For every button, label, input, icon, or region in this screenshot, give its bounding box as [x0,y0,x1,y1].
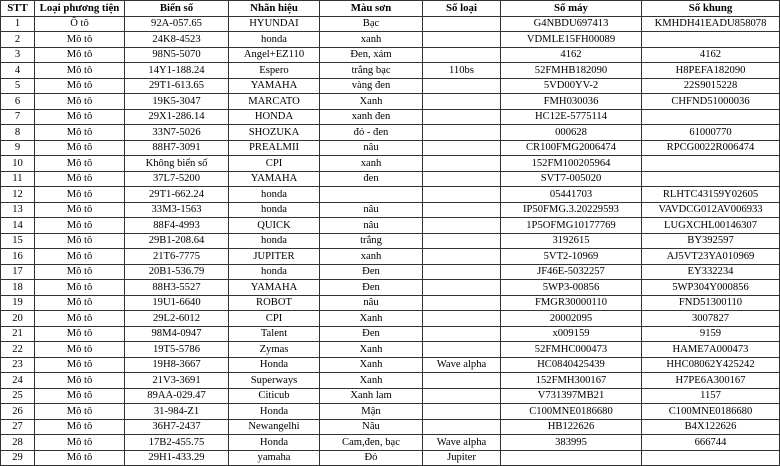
cell-plate: 33N7-5026 [125,125,229,141]
cell-model [423,32,501,48]
cell-plate: 29B1-208.64 [125,233,229,249]
cell-model [423,311,501,327]
table-row [1,264,780,280]
cell-plate: 21V3-3691 [125,373,229,389]
cell-model [423,388,501,404]
cell-brand: CPI [229,156,320,172]
cell-vehicle-type: Mô tô [35,202,125,218]
cell-vehicle-type: Mô tô [35,295,125,311]
cell-stt: 23 [1,357,35,373]
cell-model [423,140,501,156]
cell-color: Đen [320,326,423,342]
cell-chassis-number: VAVDCG012AV006933 [642,202,780,218]
cell-brand: YAMAHA [229,78,320,94]
cell-color: đen [320,171,423,187]
cell-stt: 26 [1,404,35,420]
cell-stt: 16 [1,249,35,265]
cell-engine-number: G4NBDU697413 [501,16,642,32]
cell-color: vàng đen [320,78,423,94]
cell-stt: 18 [1,280,35,296]
cell-color: Xanh [320,94,423,110]
cell-stt: 2 [1,32,35,48]
cell-stt: 27 [1,419,35,435]
cell-color [320,187,423,203]
cell-model [423,233,501,249]
cell-model [423,78,501,94]
cell-vehicle-type: Mô tô [35,187,125,203]
cell-model [423,249,501,265]
cell-plate: 19U1-6640 [125,295,229,311]
cell-chassis-number: HHC08062Y425242 [642,357,780,373]
cell-color: Đen [320,280,423,296]
cell-brand: SHOZUKA [229,125,320,141]
cell-chassis-number: 3007827 [642,311,780,327]
cell-vehicle-type: Mô tô [35,63,125,79]
cell-engine-number: 5VT2-10969 [501,249,642,265]
cell-model [423,202,501,218]
cell-brand: honda [229,202,320,218]
cell-color: đỏ - đen [320,125,423,141]
cell-chassis-number: H7PE6A300167 [642,373,780,389]
cell-plate: 19H8-3667 [125,357,229,373]
cell-model [423,280,501,296]
cell-stt: 6 [1,94,35,110]
cell-engine-number: JF46E-5032257 [501,264,642,280]
cell-brand: Citicub [229,388,320,404]
cell-vehicle-type: Mô tô [35,32,125,48]
cell-engine-number: HC0840425439 [501,357,642,373]
cell-model [423,16,501,32]
cell-chassis-number [642,109,780,125]
cell-model [423,156,501,172]
cell-engine-number: HC12E-5775114 [501,109,642,125]
header-model: Số loại [423,1,501,17]
header-color: Màu sơn [320,1,423,17]
cell-color: xanh đen [320,109,423,125]
cell-plate: 89AA-029.47 [125,388,229,404]
cell-model [423,404,501,420]
cell-chassis-number: 4162 [642,47,780,63]
cell-color: Bạc [320,16,423,32]
cell-chassis-number: 61000770 [642,125,780,141]
cell-vehicle-type: Mô tô [35,357,125,373]
table-body [1,16,780,466]
cell-brand: YAMAHA [229,280,320,296]
cell-stt: 24 [1,373,35,389]
cell-plate: 29T1-662.24 [125,187,229,203]
cell-brand: Honda [229,357,320,373]
cell-stt: 3 [1,47,35,63]
cell-vehicle-type: Mô tô [35,94,125,110]
cell-stt: 7 [1,109,35,125]
cell-stt: 19 [1,295,35,311]
cell-model [423,295,501,311]
cell-chassis-number: BY392597 [642,233,780,249]
cell-chassis-number: 666744 [642,435,780,451]
cell-chassis-number: C100MNE0186680 [642,404,780,420]
cell-engine-number: 5VD00YV-2 [501,78,642,94]
cell-plate: 36H7-2437 [125,419,229,435]
cell-engine-number: FMH030036 [501,94,642,110]
cell-chassis-number: RLHTC43159Y02605 [642,187,780,203]
cell-vehicle-type: Mô tô [35,342,125,358]
cell-vehicle-type: Mô tô [35,109,125,125]
cell-engine-number: 52FMHC000473 [501,342,642,358]
table-row [1,233,780,249]
cell-vehicle-type: Mô tô [35,373,125,389]
cell-color: nâu [320,202,423,218]
cell-engine-number: 1P5OFMG10177769 [501,218,642,234]
cell-chassis-number: LUGXCHL00146307 [642,218,780,234]
table-row [1,32,780,48]
cell-engine-number: 152FM100205964 [501,156,642,172]
cell-model: Wave alpha [423,357,501,373]
cell-color: Cam,đen, bạc [320,435,423,451]
cell-brand: honda [229,32,320,48]
cell-model [423,125,501,141]
cell-plate: 14Y1-188.24 [125,63,229,79]
cell-engine-number: FMGR30000110 [501,295,642,311]
cell-plate: 92A-057.65 [125,16,229,32]
table-row [1,280,780,296]
cell-chassis-number: B4X122626 [642,419,780,435]
cell-chassis-number [642,156,780,172]
cell-stt: 10 [1,156,35,172]
cell-stt: 8 [1,125,35,141]
cell-vehicle-type: Mô tô [35,311,125,327]
cell-plate: 20B1-536.79 [125,264,229,280]
cell-plate: 29L2-6012 [125,311,229,327]
cell-color: Xanh [320,342,423,358]
cell-model [423,94,501,110]
cell-chassis-number: H8PEFA182090 [642,63,780,79]
cell-stt: 12 [1,187,35,203]
cell-engine-number: 152FMH300167 [501,373,642,389]
cell-plate: 31-984-Z1 [125,404,229,420]
cell-engine-number: 000628 [501,125,642,141]
cell-brand: Talent [229,326,320,342]
cell-vehicle-type: Mô tô [35,388,125,404]
cell-stt: 25 [1,388,35,404]
cell-plate: 29T1-613.65 [125,78,229,94]
cell-color: Xanh [320,373,423,389]
cell-color: xanh [320,156,423,172]
cell-plate: 19T5-5786 [125,342,229,358]
cell-color: Đen [320,264,423,280]
cell-stt: 5 [1,78,35,94]
cell-engine-number: VDMLE15FH00089 [501,32,642,48]
cell-chassis-number [642,450,780,466]
cell-model [423,326,501,342]
cell-brand: honda [229,264,320,280]
cell-brand: Honda [229,435,320,451]
cell-vehicle-type: Mô tô [35,249,125,265]
cell-brand: yamaha [229,450,320,466]
cell-chassis-number: CHFND51000036 [642,94,780,110]
cell-brand: HONDA [229,109,320,125]
table-row [1,388,780,404]
cell-model: 110bs [423,63,501,79]
cell-brand: ROBOT [229,295,320,311]
cell-chassis-number: AJ5VT23YA010969 [642,249,780,265]
cell-plate: 98N5-5070 [125,47,229,63]
cell-color: Đỏ [320,450,423,466]
cell-plate: 29X1-286.14 [125,109,229,125]
cell-model: Wave alpha [423,435,501,451]
cell-chassis-number [642,171,780,187]
cell-brand: honda [229,233,320,249]
header-vehicle-type: Loại phương tiện [35,1,125,17]
cell-brand: honda [229,187,320,203]
cell-engine-number: 5WP3-00856 [501,280,642,296]
cell-plate: 37L7-5200 [125,171,229,187]
table-row [1,47,780,63]
cell-engine-number: 383995 [501,435,642,451]
cell-vehicle-type: Mô tô [35,218,125,234]
cell-vehicle-type: Mô tô [35,435,125,451]
cell-color: trắng [320,233,423,249]
table-row [1,156,780,172]
cell-brand: Superways [229,373,320,389]
cell-chassis-number: EY332234 [642,264,780,280]
cell-color: Nâu [320,419,423,435]
header-brand: Nhãn hiệu [229,1,320,17]
table-row [1,419,780,435]
cell-plate: 21T6-7775 [125,249,229,265]
cell-vehicle-type: Mô tô [35,156,125,172]
cell-vehicle-type: Mô tô [35,233,125,249]
cell-chassis-number: 22S9015228 [642,78,780,94]
header-stt: STT [1,1,35,17]
cell-brand: Newangelhi [229,419,320,435]
cell-engine-number: 52FMHB182090 [501,63,642,79]
cell-stt: 17 [1,264,35,280]
table-row [1,140,780,156]
cell-brand: Espero [229,63,320,79]
cell-engine-number: CR100FMG2006474 [501,140,642,156]
cell-plate: Không biển số [125,156,229,172]
header-plate: Biển số [125,1,229,17]
cell-chassis-number: KMHDH41EADU858078 [642,16,780,32]
table-row [1,16,780,32]
table-row [1,373,780,389]
cell-model [423,218,501,234]
table-row [1,78,780,94]
cell-stt: 20 [1,311,35,327]
table-row [1,311,780,327]
table-row [1,171,780,187]
cell-model [423,47,501,63]
table-row [1,249,780,265]
header-engine-number: Số máy [501,1,642,17]
cell-color: xanh [320,249,423,265]
cell-stt: 29 [1,450,35,466]
cell-vehicle-type: Mô tô [35,125,125,141]
cell-model [423,373,501,389]
cell-stt: 14 [1,218,35,234]
cell-plate: 24K8-4523 [125,32,229,48]
cell-brand: Angel+EZ110 [229,47,320,63]
cell-plate: 88H7-3091 [125,140,229,156]
cell-brand: MARCATO [229,94,320,110]
cell-vehicle-type: Mô tô [35,47,125,63]
cell-color: nâu [320,295,423,311]
cell-engine-number: C100MNE0186680 [501,404,642,420]
table-row [1,326,780,342]
cell-engine-number: V731397MB21 [501,388,642,404]
cell-stt: 4 [1,63,35,79]
table-row [1,435,780,451]
cell-model [423,187,501,203]
cell-model [423,171,501,187]
table-row [1,63,780,79]
table-row [1,450,780,466]
cell-color: Xanh [320,357,423,373]
table-row [1,404,780,420]
cell-model [423,342,501,358]
cell-stt: 11 [1,171,35,187]
cell-vehicle-type: Mô tô [35,171,125,187]
table-row [1,202,780,218]
cell-plate: 88H3-5527 [125,280,229,296]
cell-chassis-number [642,32,780,48]
cell-vehicle-type: Mô tô [35,450,125,466]
cell-stt: 22 [1,342,35,358]
table-row [1,218,780,234]
cell-stt: 1 [1,16,35,32]
cell-vehicle-type: Mô tô [35,404,125,420]
table-row [1,357,780,373]
table-row [1,94,780,110]
cell-plate: 17B2-455.75 [125,435,229,451]
table-row [1,109,780,125]
cell-brand: Honda [229,404,320,420]
cell-color: Đen, xám [320,47,423,63]
cell-brand: Zymas [229,342,320,358]
cell-plate: 33M3-1563 [125,202,229,218]
cell-plate: 19K5-3047 [125,94,229,110]
cell-color: xanh [320,32,423,48]
table-row [1,187,780,203]
cell-color: Mận [320,404,423,420]
cell-stt: 28 [1,435,35,451]
cell-brand: QUICK [229,218,320,234]
header-chassis-number: Số khung [642,1,780,17]
cell-color: nâu [320,140,423,156]
table-row [1,125,780,141]
cell-engine-number: 4162 [501,47,642,63]
cell-engine-number: 3192615 [501,233,642,249]
cell-stt: 21 [1,326,35,342]
cell-plate: 98M4-0947 [125,326,229,342]
cell-stt: 15 [1,233,35,249]
cell-brand: YAMAHA [229,171,320,187]
cell-chassis-number: 1157 [642,388,780,404]
cell-model [423,419,501,435]
cell-chassis-number: HAME7A000473 [642,342,780,358]
cell-vehicle-type: Ô tô [35,16,125,32]
cell-vehicle-type: Mô tô [35,140,125,156]
cell-model [423,109,501,125]
cell-color: Xanh lam [320,388,423,404]
cell-stt: 9 [1,140,35,156]
cell-model: Jupiter [423,450,501,466]
cell-chassis-number: RPCG0022R006474 [642,140,780,156]
cell-brand: CPI [229,311,320,327]
cell-chassis-number: 5WP304Y000856 [642,280,780,296]
cell-color: nâu [320,218,423,234]
cell-engine-number: 05441703 [501,187,642,203]
cell-color: Xanh [320,311,423,327]
cell-vehicle-type: Mô tô [35,264,125,280]
cell-engine-number: IP50FMG.3.20229593 [501,202,642,218]
cell-engine-number: 20002095 [501,311,642,327]
cell-vehicle-type: Mô tô [35,78,125,94]
cell-plate: 88F4-4993 [125,218,229,234]
cell-brand: JUPITER [229,249,320,265]
cell-engine-number [501,450,642,466]
cell-color: trắng bạc [320,63,423,79]
cell-model [423,264,501,280]
cell-vehicle-type: Mô tô [35,280,125,296]
cell-chassis-number: 9159 [642,326,780,342]
cell-brand: HYUNDAI [229,16,320,32]
cell-chassis-number: FND51300110 [642,295,780,311]
table-header-row [1,1,780,17]
table-row [1,342,780,358]
cell-stt: 13 [1,202,35,218]
cell-plate: 29H1-433.29 [125,450,229,466]
cell-vehicle-type: Mô tô [35,326,125,342]
cell-engine-number: HB122626 [501,419,642,435]
cell-engine-number: x009159 [501,326,642,342]
cell-engine-number: SVT7-005020 [501,171,642,187]
cell-brand: PREALMII [229,140,320,156]
table-row [1,295,780,311]
cell-vehicle-type: Mô tô [35,419,125,435]
